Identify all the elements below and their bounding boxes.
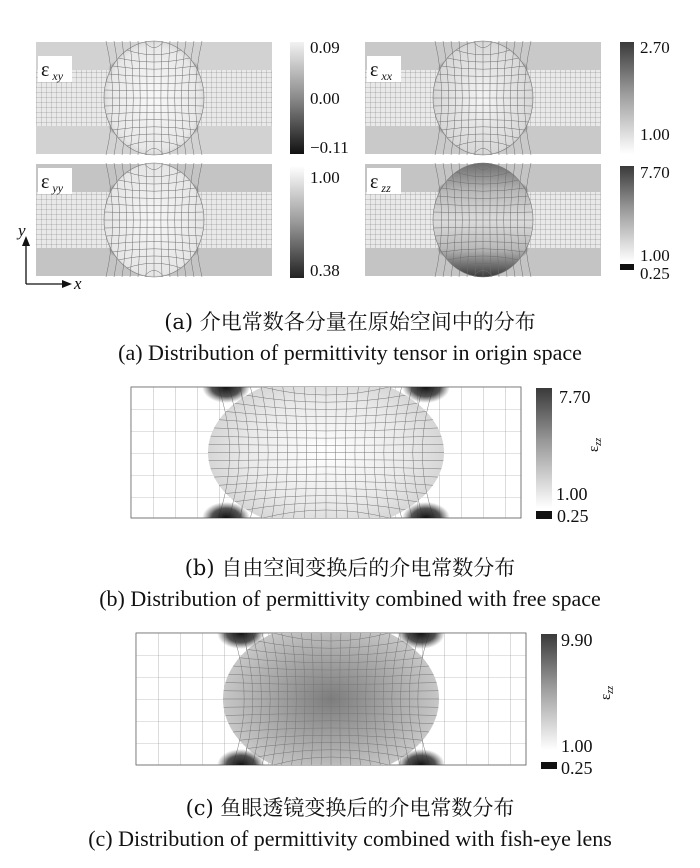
- colorbar-tick: 7.70: [640, 163, 670, 182]
- colorbar-tick: 1.00: [556, 484, 588, 504]
- colorbar-eps-xy: [290, 38, 349, 157]
- label-eps-xy: [38, 56, 72, 83]
- lens-region: [433, 163, 533, 277]
- corner-blob: [202, 371, 250, 403]
- label-eps-yy: [38, 168, 72, 195]
- corner-blob: [202, 502, 250, 534]
- colorbar-tick: 2.70: [640, 38, 670, 57]
- colorbar-tick: 1.00: [310, 168, 340, 187]
- colorbar-tick: 0.09: [310, 38, 340, 57]
- colorbar-tick: 0.38: [310, 261, 340, 280]
- colorbar-tick: 1.00: [561, 736, 593, 756]
- axis-x-label: x: [74, 274, 82, 293]
- colorbar-label: $\varepsilon_{zz}$: [586, 437, 604, 452]
- corner-blob: [402, 502, 450, 534]
- colorbar-eps-zz: [620, 163, 670, 283]
- axis-y-label: y: [18, 221, 26, 240]
- corner-blob: [397, 617, 445, 649]
- lens-region: [433, 41, 533, 155]
- svg-text:εyy: ε $_{yy}$: [41, 171, 64, 195]
- lens-grid: [433, 163, 533, 277]
- colorbar-eps-yy: [290, 166, 340, 280]
- colorbar-panel-b: [536, 387, 604, 526]
- colorbar-tick: 0.00: [310, 89, 340, 108]
- lens-region: [104, 163, 204, 277]
- svg-text:εxx: ε $_{xx}$: [370, 59, 393, 83]
- caption-a-cn: (a) 介电常数各分量在原始空间中的分布: [164, 310, 536, 334]
- colorbar-tick: 7.70: [559, 387, 591, 407]
- map-panel-b: [131, 371, 521, 534]
- lens-region: [202, 371, 450, 534]
- colorbar-tick: 9.90: [561, 630, 593, 650]
- caption-b-cn: (b) 自由空间变换后的介电常数分布: [184, 556, 516, 580]
- lens-grid: [433, 41, 533, 155]
- colorbar-tick: 1.00: [640, 125, 670, 144]
- colorbar-tick: −0.11: [310, 138, 349, 157]
- corner-blob: [217, 749, 265, 781]
- lens-grid: [104, 163, 204, 277]
- caption-c-cn: (c) 鱼眼透镜变换后的介电常数分布: [185, 796, 515, 820]
- corner-blob: [217, 617, 265, 649]
- label-eps-zz: [367, 168, 401, 195]
- label-eps-xx: [367, 56, 401, 83]
- lens-region: [104, 41, 204, 155]
- colorbar-tick: 0.25: [561, 758, 593, 778]
- lens-region: [217, 617, 445, 781]
- colorbar-eps-xx: [620, 38, 670, 154]
- colorbar-tick: 0.25: [640, 264, 670, 283]
- caption-b-en: (b) Distribution of permittivity combined with free space: [99, 586, 601, 611]
- colorbar-panel-c: [541, 630, 616, 778]
- colorbar-label: $\varepsilon_{zz}$: [598, 685, 616, 700]
- corner-blob: [397, 749, 445, 781]
- corner-blob: [402, 371, 450, 403]
- map-panel-c: [136, 617, 526, 781]
- colorbar-tick: 1.00: [640, 246, 670, 265]
- caption-a-en: (a) Distribution of permittivity tensor in origin space: [118, 340, 582, 365]
- svg-text:εxy: ε $_{xy}$: [41, 59, 64, 83]
- svg-text:εzz: ε $_{zz}$: [370, 171, 391, 195]
- colorbar-tick: 0.25: [557, 506, 589, 526]
- lens-grid: [104, 41, 204, 155]
- caption-c-en: (c) Distribution of permittivity combined with fish-eye lens: [88, 826, 612, 851]
